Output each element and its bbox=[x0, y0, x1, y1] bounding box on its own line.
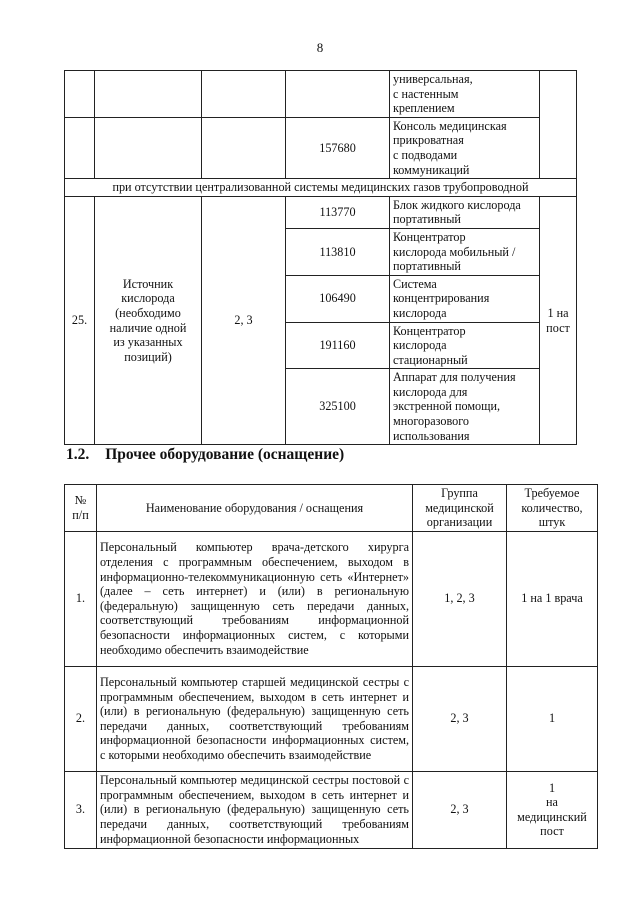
cell-code: 191160 bbox=[286, 322, 390, 369]
row-group: 2, 3 bbox=[413, 666, 507, 771]
header-num: № п/п bbox=[65, 485, 97, 532]
cell-code: 157680 bbox=[286, 117, 390, 178]
row-qty: 1 bbox=[507, 666, 598, 771]
other-equipment-table bbox=[64, 484, 598, 849]
table-row bbox=[65, 531, 598, 666]
row-group: 1, 2, 3 bbox=[413, 531, 507, 666]
cell-title bbox=[95, 71, 202, 118]
cell-num bbox=[65, 71, 95, 118]
cell-name: Блок жидкого кислорода портативный bbox=[390, 196, 540, 228]
table-row bbox=[65, 196, 577, 228]
table-row bbox=[65, 666, 598, 771]
table-row bbox=[65, 179, 577, 197]
item-title: Источник кислорода (необходимо наличие одной из указанных позиций) bbox=[95, 196, 202, 445]
row-qty: 1 на 1 врача bbox=[507, 531, 598, 666]
row-group: 2, 3 bbox=[413, 771, 507, 848]
cell-groups bbox=[202, 71, 286, 118]
cell-code: 113770 bbox=[286, 196, 390, 228]
table-header-row bbox=[65, 485, 598, 532]
table-row bbox=[65, 71, 577, 118]
row-num: 1. bbox=[65, 531, 97, 666]
row-num: 2. bbox=[65, 666, 97, 771]
section-heading bbox=[66, 446, 344, 464]
section-number: 1.2. bbox=[66, 446, 90, 463]
cell-name: Аппарат для получения кислорода для экстренной помощи, многоразового использования bbox=[390, 369, 540, 445]
row-name: Персональный компьютер медицинской сестры постовой с программным обеспечением, выходом в сеть интернет и (или) в региональную (федеральную) защищенную сеть передачи данных, соответствующий требованиям информационной безопасности информационных bbox=[97, 771, 413, 848]
page-number: 8 bbox=[316, 40, 324, 55]
row-name: Персональный компьютер старшей медицинской сестры с программным обеспечением, выходом в сеть интернет и (или) в региональную (федеральную) защищенную сеть передачи данных, соответствующий требованиям информационной безопасности информационных систем, с которыми необходимо обеспечить взаимодействие bbox=[97, 666, 413, 771]
cell-name: универсальная, с настенным креплением bbox=[390, 71, 540, 118]
cell-code bbox=[286, 71, 390, 118]
cell-code: 325100 bbox=[286, 369, 390, 445]
table-row bbox=[65, 771, 598, 848]
header-name: Наименование оборудования / оснащения bbox=[97, 485, 413, 532]
row-qty: 1 на медицинский пост bbox=[507, 771, 598, 848]
cell-code: 113810 bbox=[286, 228, 390, 275]
cell-code: 106490 bbox=[286, 275, 390, 322]
cell-quantity bbox=[540, 71, 577, 179]
cell-title bbox=[95, 117, 202, 178]
span-row-text: при отсутствии централизованной системы медицинских газов трубопроводной bbox=[65, 179, 577, 197]
cell-groups bbox=[202, 117, 286, 178]
cell-name: Система концентрирования кислорода bbox=[390, 275, 540, 322]
equipment-table-continued bbox=[64, 70, 577, 445]
table-row bbox=[65, 117, 577, 178]
header-qty: Требуемое количество, штук bbox=[507, 485, 598, 532]
item-number: 25. bbox=[65, 196, 95, 445]
cell-name: Концентратор кислорода стационарный bbox=[390, 322, 540, 369]
cell-name: Концентратор кислорода мобильный / портативный bbox=[390, 228, 540, 275]
header-group: Группа медицинской организации bbox=[413, 485, 507, 532]
item-groups: 2, 3 bbox=[202, 196, 286, 445]
row-num: 3. bbox=[65, 771, 97, 848]
cell-name: Консоль медицинская прикроватная с подводами коммуникаций bbox=[390, 117, 540, 178]
section-title: Прочее оборудование (оснащение) bbox=[105, 446, 345, 463]
item-quantity: 1 на пост bbox=[540, 196, 577, 445]
cell-num bbox=[65, 117, 95, 178]
row-name: Персональный компьютер врача-детского хирурга отделения с программным обеспечением, выходом в информационно-телекоммуникационную сеть «Интернет» (далее – сеть интернет) и (или) в региональную (федеральную) защищенную сеть передачи данных, соответствующий требованиям информационной безопасности информационных систем, с которыми необходимо обеспечить взаимодействие bbox=[97, 531, 413, 666]
